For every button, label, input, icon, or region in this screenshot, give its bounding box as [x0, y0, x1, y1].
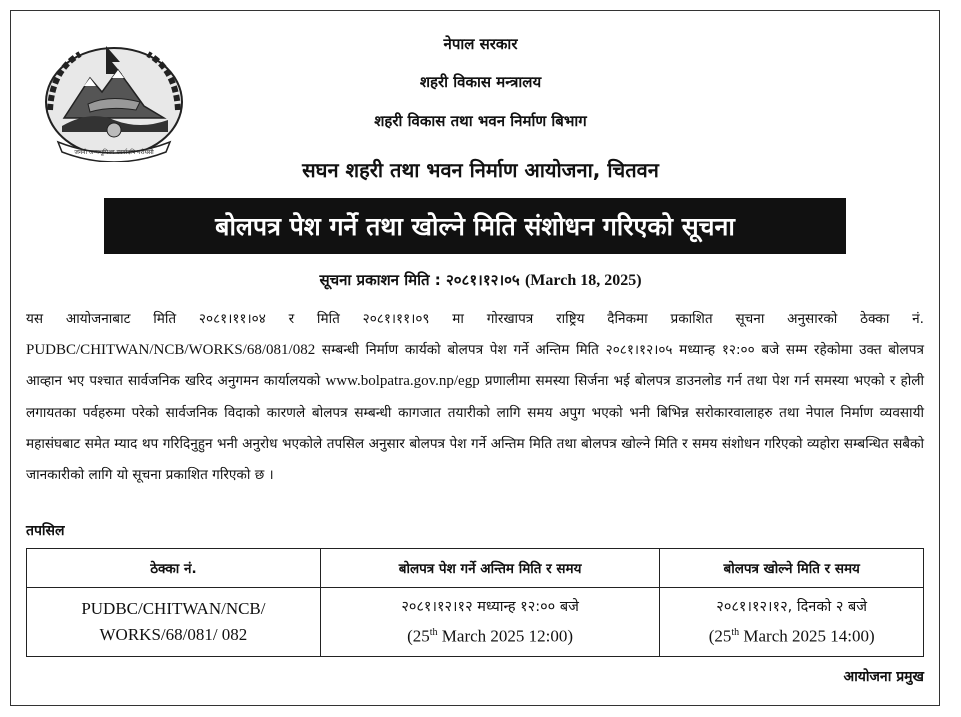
submission-day: (25 [407, 626, 430, 646]
header-contract-no: ठेक्का नं. [27, 549, 321, 588]
details-table [26, 548, 924, 657]
details-label: तपसिल [26, 523, 65, 539]
ministry-name: शहरी विकास मन्त्रालय [419, 73, 542, 91]
body-contract-no: PUDBC/CHITWAN/NCB/WORKS/68/081/082 [26, 342, 316, 359]
header-opening-date: बोलपत्र खोल्ने मिति र समय [660, 549, 924, 588]
publication-date [0, 270, 961, 290]
opening-day-suffix: th [731, 627, 740, 639]
submission-date-en [327, 620, 654, 650]
opening-date-np: २०८१।१२।१२, दिनको २ बजे [716, 599, 868, 616]
body-part-2: सम्बन्धी निर्माण कार्यको बोलपत्र पेश गर्ने अन्तिम मिति २०८१।१२।०५ मध्यान्ह १२:०० बजे सम्म रहेकोमा उक्त बोलपत्र आव्हान भए पश्चात सार्वजनिक खरिद अनुगमन कार्यालयको [26, 342, 924, 390]
notice-body [26, 304, 924, 491]
government-name: नेपाल सरकार [443, 35, 518, 53]
contract-no-line-2: WORKS/68/081/ 082 [99, 625, 248, 644]
cell-contract-no [27, 588, 321, 657]
signatory-title: आयोजना प्रमुख [843, 669, 924, 685]
nepal-emblem-icon [40, 40, 188, 162]
submission-day-suffix: th [429, 627, 438, 639]
emblem-motto: जननी जन्मभूमिश्च स्वर्गादपि गरीयसी [74, 149, 154, 156]
opening-date-en [666, 620, 917, 650]
body-part-3: प्रणालीमा समस्या सिर्जना भई बोलपत्र डाउनलोड गर्न तथा पेश गर्न समस्या भएको र होली लगायतका पर्वहरुमा परेको सार्वजनिक विदाको कारणले बोलपत्र सम्बन्धी कागजात तयारीको लागि समय अपुग भएको भनी बिभिन्न सरोकारवालाहरु तथा नेपाल निर्माण व्यवसायी महासंघबाट समेत म्याद थप गरिदिनुहुन भनी अनुरोध भएकोले तपसिल अनुसार बोलपत्र पेश गर्ने अन्तिम मिति तथा बोलपत्र खोल्ने मिति र समय संशोधन गरिएको व्यहोरा सम्बन्धित सबैको जानकारीको लागि यो सूचना प्रकाशित गरिएको छ । [26, 373, 924, 484]
publication-date-en: (March 18, 2025) [524, 272, 642, 289]
table-header-row [27, 549, 924, 588]
opening-day: (25 [708, 626, 732, 646]
table-row [27, 588, 924, 657]
publication-date-label: सूचना प्रकाशन मिति : २०८१।१२।०५ [319, 271, 520, 289]
project-name: सघन शहरी तथा भवन निर्माण आयोजना, चितवन [302, 158, 659, 182]
department-name: शहरी विकास तथा भवन निर्माण बिभाग [374, 112, 587, 130]
contract-no-line-1: PUDBC/CHITWAN/NCB/ [81, 599, 266, 618]
submission-date-np: २०८१।१२।१२ मध्यान्ह १२:०० बजे [401, 599, 579, 616]
opening-rest: March 2025 14:00) [739, 626, 875, 646]
cell-submission-deadline [320, 588, 660, 657]
submission-rest: March 2025 12:00) [437, 626, 574, 646]
header-submission-deadline: बोलपत्र पेश गर्ने अन्तिम मिति र समय [320, 549, 660, 588]
notice-title: बोलपत्र पेश गर्ने तथा खोल्ने मिति संशोधन गरिएको सूचना [104, 198, 846, 254]
body-part-1: यस आयोजनाबाट मिति २०८१।११।०४ र मिति २०८१।११।०९ मा गोरखापत्र राष्ट्रिय दैनिकमा प्रकाशित सूचना अनुसारको ठेक्का नं. [26, 311, 924, 327]
body-website-link[interactable]: www.bolpatra.gov.np/egp [325, 373, 480, 390]
cell-opening-date [660, 588, 924, 657]
